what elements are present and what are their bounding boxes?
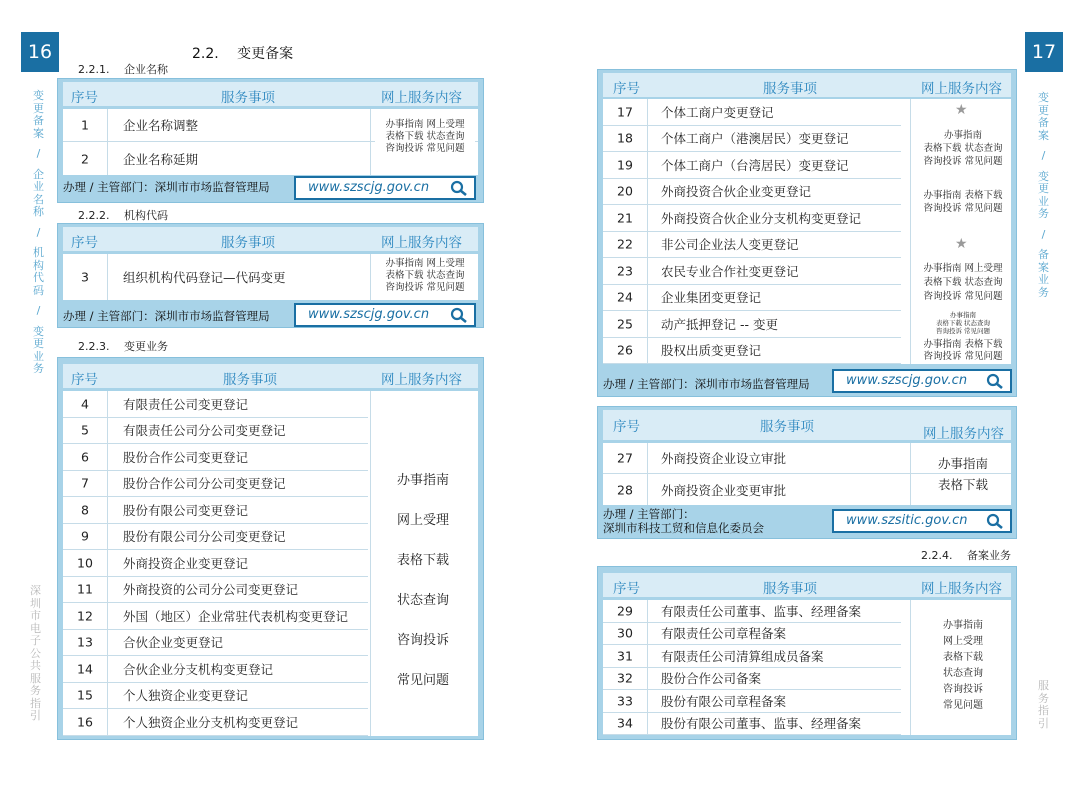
table-row: [603, 99, 901, 126]
header-item: 服务事项: [221, 90, 275, 106]
nav-char: 服: [30, 671, 41, 685]
website-link[interactable]: www.szscjg.gov.cn: [832, 369, 1012, 393]
header-no: 序号: [71, 90, 98, 106]
table-row: [603, 126, 901, 153]
row-number: 16: [77, 714, 93, 730]
nav-char: 案: [1038, 260, 1049, 274]
row-item: 股权出质变更登记: [661, 343, 762, 359]
website-link[interactable]: www.szsitic.gov.cn: [832, 509, 1012, 533]
table-row: [63, 444, 368, 471]
nav-char: 引: [30, 709, 41, 722]
row-number: 14: [77, 661, 93, 677]
nav-char: 引: [1038, 716, 1049, 730]
table-header: [63, 227, 478, 251]
row-item: 合伙企业分支机构变更登记: [123, 661, 274, 677]
table-row: [603, 623, 901, 646]
nav-char: 变: [33, 89, 44, 102]
nav-char: 务: [33, 362, 44, 375]
row-number: 6: [81, 449, 89, 465]
row-item: 外商投资的公司分公司变更登记: [123, 582, 299, 598]
row-number: 19: [617, 157, 633, 173]
row-item: 外国（地区）企业常驻代表机构变更登记: [123, 608, 349, 624]
row-item: 股份有限公司章程备案: [661, 693, 787, 709]
table-header: [603, 573, 1011, 597]
row-number: 10: [77, 555, 93, 571]
online-services: 办事指南 表格下载: [937, 456, 988, 492]
nav-char: 变: [33, 324, 44, 338]
nav-char: 电: [30, 621, 41, 635]
service-table: [597, 406, 1017, 539]
row-item: 组织机构代码登记—代码变更: [123, 270, 286, 285]
table-row: [603, 232, 901, 259]
row-number: 22: [617, 236, 633, 252]
row-item: 个体工商户（港澳居民）变更登记: [661, 131, 849, 147]
row-number: 2: [81, 151, 89, 166]
page-number-right: 17: [1025, 32, 1063, 72]
table-body: [603, 443, 1011, 505]
row-item: 农民专业合作社变更登记: [661, 263, 799, 279]
row-number: 26: [617, 342, 633, 358]
table-row: [63, 391, 368, 418]
nav-char: /: [36, 304, 41, 317]
website-link[interactable]: www.szscjg.gov.cn: [294, 176, 476, 200]
nav-char: 变: [1038, 169, 1049, 183]
table-header: [603, 73, 1011, 97]
subsection-title: 2.2.2. 机构代码: [78, 209, 168, 222]
row-number: 15: [77, 687, 93, 703]
service-table: [57, 357, 484, 740]
header-online: 网上服务内容: [921, 581, 1002, 597]
row-item: 企业名称延期: [123, 151, 199, 167]
table-body: [63, 391, 478, 736]
nav-char: 案: [33, 126, 44, 140]
table-header: [63, 82, 478, 106]
side-nav-left: [33, 90, 44, 376]
row-item: 合伙企业变更登记: [123, 635, 224, 651]
nav-char: 子: [30, 634, 41, 647]
header-item: 服务事项: [763, 81, 817, 97]
row-item: 企业集团变更登记: [661, 290, 762, 306]
row-number: 18: [617, 130, 633, 146]
dept-line: 办理 / 主管部门：深圳市市场监督管理局: [603, 377, 810, 391]
website-link[interactable]: www.szscjg.gov.cn: [294, 303, 476, 327]
table-body: [603, 600, 1011, 735]
nav-char: 务: [30, 684, 41, 697]
table-row: [603, 338, 901, 365]
nav-char: 机: [33, 246, 44, 259]
table-header: [603, 410, 1011, 440]
header-item: 服务事项: [763, 581, 817, 597]
nav-char: 业: [1038, 194, 1049, 208]
table-row: [63, 683, 368, 710]
row-number: 8: [81, 502, 89, 518]
row-item: 股份有限公司董事、监事、经理备案: [661, 716, 862, 732]
header-no: 序号: [613, 581, 640, 597]
table-row: [603, 600, 901, 623]
row-number: 13: [77, 634, 93, 650]
nav-char: 更: [1038, 182, 1049, 195]
header-online: 网上服务内容: [381, 372, 462, 388]
nav-char: 更: [33, 101, 44, 115]
table-body: [603, 99, 1011, 364]
nav-char: 务: [1038, 207, 1049, 220]
service-table: [57, 78, 484, 203]
table-row: [603, 285, 901, 312]
row-item: 非公司企业法人变更登记: [661, 237, 799, 253]
row-item: 有限责任公司分公司变更登记: [123, 423, 286, 439]
side-footer-left: [30, 585, 41, 723]
online-services: 办事指南 表格下载 咨询投诉 常见问题: [923, 190, 1003, 214]
table-row: [63, 550, 368, 577]
table-row: [63, 497, 368, 524]
header-no: 序号: [613, 81, 640, 97]
nav-char: 码: [33, 283, 44, 297]
row-item: 外商投资合伙企业分支机构变更登记: [661, 210, 862, 226]
row-number: 33: [617, 693, 633, 709]
nav-char: 市: [30, 609, 41, 622]
row-item: 股份合作公司备案: [661, 671, 762, 687]
row-number: 28: [617, 482, 633, 497]
table-row: [63, 656, 368, 683]
row-item: 个人独资企业分支机构变更登记: [123, 714, 299, 730]
nav-char: 深: [30, 584, 41, 597]
table-row: [63, 603, 368, 630]
header-no: 序号: [71, 372, 98, 388]
row-item: 外商投资企业设立审批: [661, 451, 787, 466]
table-header: [63, 364, 478, 388]
row-item: 有限责任公司董事、监事、经理备案: [661, 603, 862, 619]
online-services: 办事指南 网上受理 表格下载 状态查询 咨询投诉 常见问题: [375, 119, 475, 155]
search-icon: [450, 307, 468, 323]
row-number: 20: [617, 183, 633, 199]
online-services: 办事指南 网上受理 表格下载 状态查询 咨询投诉 常见问题: [923, 263, 1003, 302]
dept-line: 办理 / 主管部门：深圳市市场监督管理局: [63, 309, 270, 323]
header-online: 网上服务内容: [381, 90, 462, 106]
table-row: [603, 713, 901, 736]
row-item: 外商投资企业变更登记: [123, 555, 249, 571]
nav-char: 更: [1038, 103, 1049, 117]
row-item: 有限责任公司变更登记: [123, 396, 249, 412]
header-item: 服务事项: [760, 419, 814, 435]
subsection-title: 2.2.1. 企业名称: [78, 63, 168, 76]
table-body: [63, 254, 478, 300]
subsection-title: 2.2.3. 变更业务: [78, 340, 168, 353]
nav-char: 构: [33, 258, 44, 272]
search-icon: [450, 180, 468, 196]
section-title: 2.2. 变更备案: [192, 46, 294, 62]
nav-char: 务: [1038, 285, 1049, 299]
dept-line: 办理 / 主管部门：深圳市市场监督管理局: [63, 180, 270, 194]
row-item: 股份有限公司变更登记: [123, 502, 249, 518]
row-number: 34: [617, 715, 633, 731]
side-footer-right: [1038, 680, 1049, 730]
table-row: [603, 179, 901, 206]
row-number: 29: [617, 603, 633, 619]
row-number: 21: [617, 210, 633, 226]
nav-char: 变: [1038, 91, 1049, 104]
row-number: 30: [617, 625, 633, 641]
row-number: 12: [77, 608, 93, 624]
table-row: [603, 645, 901, 668]
nav-char: 更: [33, 337, 44, 350]
table-row: [603, 258, 901, 285]
table-row: [603, 311, 901, 338]
row-number: 24: [617, 289, 633, 305]
nav-char: 圳: [30, 596, 41, 610]
nav-char: 备: [33, 114, 44, 127]
row-number: 9: [81, 528, 89, 544]
online-services: 办事指南 表格下载 状态查询 咨询投诉 常见问题: [935, 311, 991, 335]
row-item: 股份有限公司分公司变更登记: [123, 529, 286, 545]
row-number: 3: [81, 269, 89, 285]
row-number: 27: [617, 450, 633, 466]
side-nav-right: [1038, 92, 1049, 299]
nav-char: /: [1041, 227, 1046, 241]
table-row: [63, 471, 368, 498]
row-item: 有限责任公司清算组成员备案: [661, 648, 824, 664]
header-online: 网上服务内容: [381, 235, 462, 251]
row-item: 企业名称调整: [123, 118, 199, 133]
table-row: [63, 709, 368, 736]
row-number: 11: [77, 581, 93, 597]
row-item: 外商投资企业变更审批: [661, 482, 787, 498]
header-online: 网上服务内容: [923, 426, 1004, 442]
nav-char: 业: [33, 180, 44, 193]
page-number-left: 16: [21, 32, 59, 72]
table-body: [63, 109, 478, 175]
row-number: 1: [81, 117, 89, 133]
header-no: 序号: [613, 419, 640, 435]
nav-char: 称: [33, 205, 44, 218]
header-item: 服务事项: [223, 372, 277, 388]
nav-char: 指: [30, 696, 41, 710]
nav-char: 代: [33, 271, 44, 284]
row-item: 个体工商户（台湾居民）变更登记: [661, 157, 849, 173]
nav-char: /: [36, 147, 41, 160]
star-icon: ★: [955, 236, 968, 252]
online-services: 办事指南 表格下载 咨询投诉 常见问题: [923, 339, 1003, 362]
search-icon: [986, 373, 1004, 389]
nav-char: /: [36, 225, 41, 239]
row-number: 23: [617, 263, 633, 279]
table-row: [63, 418, 368, 445]
row-number: 17: [617, 104, 633, 120]
header-item: 服务事项: [221, 235, 275, 251]
row-number: 5: [81, 422, 89, 438]
table-row: [63, 630, 368, 657]
table-row: [603, 690, 901, 713]
row-item: 个体工商户变更登记: [661, 104, 774, 120]
row-number: 4: [81, 396, 89, 412]
dept-line: 办理 / 主管部门： 深圳市科技工贸和信息化委员会: [603, 507, 764, 535]
star-icon: ★: [955, 102, 968, 118]
nav-char: 务: [1038, 691, 1049, 705]
table-row: [603, 668, 901, 691]
row-number: 7: [81, 475, 89, 491]
row-number: 32: [617, 670, 633, 686]
row-item: 动产抵押登记 -- 变更: [661, 316, 778, 332]
table-row: [63, 577, 368, 604]
online-services: 办事指南 网上受理 表格下载 状态查询 咨询投诉 常见问题: [396, 473, 449, 688]
online-services: 办事指南 网上受理 表格下载 状态查询 咨询投诉 常见问题: [943, 620, 983, 711]
service-table: [597, 566, 1017, 740]
row-item: 个人独资企业变更登记: [123, 688, 249, 704]
table-row: [603, 205, 901, 232]
header-no: 序号: [71, 235, 98, 251]
nav-char: 备: [1038, 248, 1049, 261]
row-item: 外商投资合伙企业变更登记: [661, 184, 812, 200]
row-item: 股份合作公司变更登记: [123, 449, 249, 465]
nav-char: 公: [30, 646, 41, 660]
header-online: 网上服务内容: [921, 81, 1002, 97]
online-services: 办事指南 网上受理 表格下载 状态查询 咨询投诉 常见问题: [385, 258, 465, 293]
service-table: [597, 69, 1017, 397]
nav-char: 业: [33, 349, 44, 363]
nav-char: 指: [1038, 704, 1049, 717]
service-table: [57, 223, 484, 328]
nav-char: 业: [1038, 273, 1049, 286]
row-item: 股份合作公司分公司变更登记: [123, 476, 286, 492]
row-number: 31: [617, 648, 633, 664]
row-number: 25: [617, 316, 633, 332]
subsection-title: 2.2.4. 备案业务: [921, 549, 1011, 562]
search-icon: [986, 513, 1004, 529]
nav-char: 服: [1038, 679, 1049, 692]
nav-char: 案: [1038, 128, 1049, 142]
nav-char: 共: [30, 659, 41, 672]
nav-char: /: [1041, 149, 1046, 162]
nav-char: 备: [1038, 116, 1049, 129]
nav-char: 企: [33, 167, 44, 181]
nav-char: 名: [33, 192, 44, 206]
table-row: [63, 524, 368, 551]
row-item: 有限责任公司章程备案: [661, 626, 787, 642]
table-row: [603, 152, 901, 179]
online-services: 办事指南 表格下载 状态查询 咨询投诉 常见问题: [923, 130, 1003, 167]
